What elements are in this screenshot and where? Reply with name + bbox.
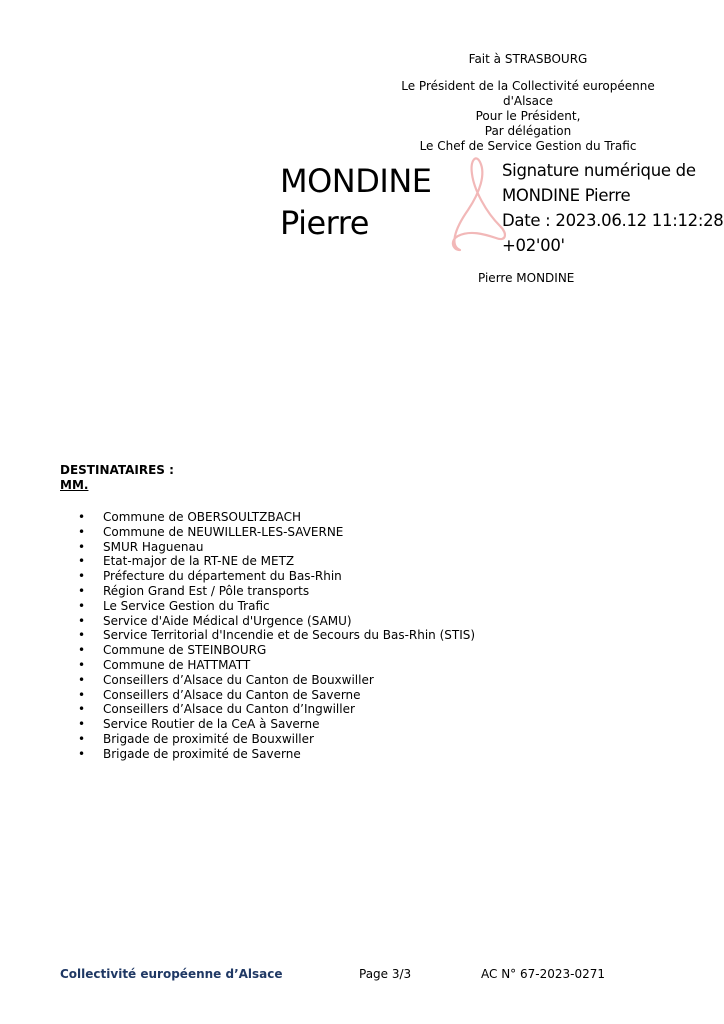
signature-meta-line: +02'00'	[502, 236, 565, 255]
recipient-label: Etat-major de la RT-NE de METZ	[103, 554, 295, 569]
bullet-icon: •	[78, 569, 86, 584]
digital-signature-details	[502, 158, 724, 258]
list-item	[76, 673, 475, 688]
signature-name-line: Pierre	[280, 204, 369, 242]
bullet-icon: •	[78, 510, 86, 524]
signature-header	[398, 52, 658, 154]
recipient-label: SMUR Haguenau	[103, 539, 204, 554]
recipient-label: Commune de NEUWILLER-LES-SAVERNE	[103, 524, 344, 539]
recipient-label: Région Grand Est / Pôle transports	[103, 583, 310, 598]
bullet-icon: •	[78, 657, 86, 672]
recipient-label: Brigade de proximité de Bouxwiller	[103, 731, 314, 746]
recipient-label: Service d'Aide Médical d'Urgence (SAMU)	[103, 613, 352, 628]
bullet-icon: •	[78, 583, 86, 598]
role-line: Le Président de la Collectivité européenne	[401, 79, 655, 93]
list-item	[76, 702, 475, 717]
recipients-heading	[60, 463, 174, 493]
footer-page-number: Page 3/3	[359, 967, 412, 981]
recipient-label: Brigade de proximité de Saverne	[103, 746, 301, 761]
list-item	[76, 614, 475, 629]
recipient-label: Commune de OBERSOULTZBACH	[103, 510, 301, 524]
list-item	[76, 717, 475, 732]
recipient-label: Le Service Gestion du Trafic	[103, 598, 270, 613]
list-item	[76, 747, 475, 762]
signature-meta-line: MONDINE Pierre	[502, 186, 631, 205]
role-line: Le Chef de Service Gestion du Trafic	[419, 139, 637, 153]
list-item	[76, 658, 475, 673]
list-item	[76, 569, 475, 584]
digital-signature-name	[280, 160, 431, 244]
list-item	[76, 525, 475, 540]
bullet-icon: •	[78, 628, 86, 643]
bullet-icon: •	[78, 731, 86, 746]
recipient-label: Service Routier de la CeA à Saverne	[103, 717, 320, 732]
bullet-icon: •	[78, 524, 86, 539]
list-item	[76, 688, 475, 703]
role-line: Par délégation	[484, 124, 572, 138]
recipient-label: Commune de HATTMATT	[103, 657, 251, 672]
bullet-icon: •	[78, 746, 86, 761]
signature-meta-line: Signature numérique de	[502, 161, 696, 180]
bullet-icon: •	[78, 598, 86, 613]
list-item	[76, 510, 475, 525]
bullet-icon: •	[78, 687, 86, 702]
bullet-icon: •	[78, 643, 86, 658]
recipient-label: Conseillers d’Alsace du Canton de Saverne	[103, 687, 361, 702]
role-line: Pour le Président,	[475, 109, 581, 123]
signer-name: Pierre MONDINE	[478, 271, 575, 285]
signature-name-line: MONDINE	[280, 162, 432, 200]
bullet-icon: •	[78, 672, 86, 687]
recipients-title: DESTINATAIRES :	[60, 463, 174, 477]
recipients-salutation: MM.	[60, 478, 89, 492]
bullet-icon: •	[78, 539, 86, 554]
list-item	[76, 540, 475, 555]
signature-meta-line: Date : 2023.06.12 11:12:28	[502, 211, 724, 230]
recipient-label: Préfecture du département du Bas-Rhin	[103, 569, 342, 584]
list-item	[76, 732, 475, 747]
bullet-icon: •	[78, 702, 86, 717]
recipient-label: Conseillers d’Alsace du Canton de Bouxwiller	[103, 672, 374, 687]
place-line: Fait à STRASBOURG	[468, 52, 588, 66]
list-item	[76, 554, 475, 569]
bullet-icon: •	[78, 554, 86, 569]
recipients-list	[76, 510, 475, 762]
recipient-label: Commune de STEINBOURG	[103, 643, 267, 658]
digital-signature-mark-icon	[446, 150, 510, 258]
footer-reference: AC N° 67-2023-0271	[481, 967, 605, 981]
list-item	[76, 584, 475, 599]
list-item	[76, 628, 475, 643]
list-item	[76, 643, 475, 658]
list-item	[76, 599, 475, 614]
role-line: d'Alsace	[502, 94, 554, 108]
recipient-label: Service Territorial d'Incendie et de Secours du Bas-Rhin (STIS)	[103, 628, 476, 643]
footer-organization: Collectivité européenne d’Alsace	[60, 967, 283, 981]
bullet-icon: •	[78, 613, 86, 628]
recipient-label: Conseillers d’Alsace du Canton d’Ingwiller	[103, 702, 355, 717]
bullet-icon: •	[78, 717, 86, 732]
